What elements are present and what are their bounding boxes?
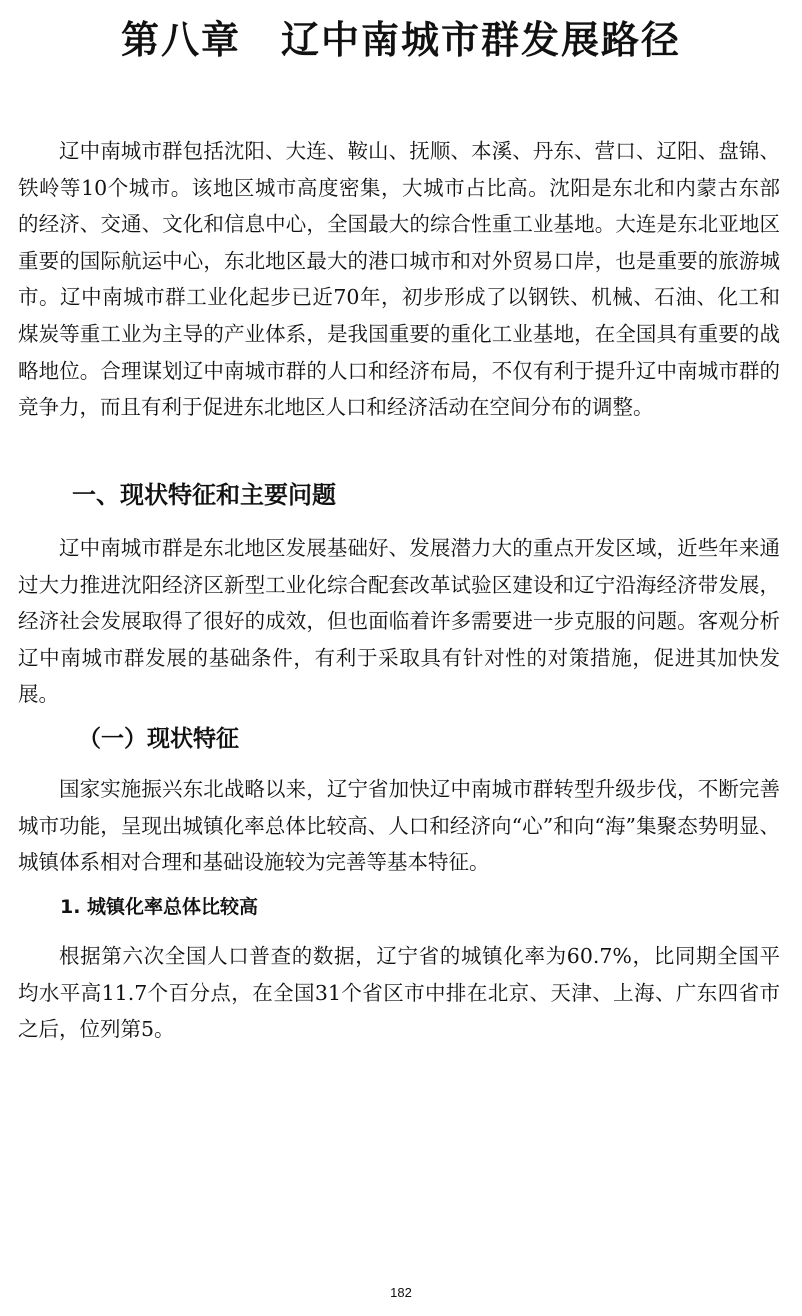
item-paragraph: 根据第六次全国人口普查的数据，辽宁省的城镇化率为60.7%，比同期全国平均水平高11.7个百分点，在全国31个省区市中排在北京、天津、上海、广东四省市之后，位列第5。 [18, 944, 780, 1042]
intro-paragraph: 辽中南城市群包括沈阳、大连、鞍山、抚顺、本溪、丹东、营口、辽阳、盘锦、铁岭等10个城市。该地区城市高度密集，大城市占比高。沈阳是东北和内蒙古东部的经济、交通、文化和信息中心，全国最大的综合性重工业基地。大连是东北亚地区重要的国际航运中心，东北地区最大的港口城市和对外贸易口岸，也是重要的旅游城市。辽中南城市群工业化起步已近70年，初步形成了以钢铁、机械、石油、化工和煤炭等重工业为主导的产业体系，是我国重要的重化工业基地，在全国具有重要的战略地位。合理谋划辽中南城市群的人口和经济布局，不仅有利于提升辽中南城市群的竞争力，而且有利于促进东北地区人口和经济活动在空间分布的调整。 [18, 139, 780, 420]
item-heading-urbanization-rate: 1. 城镇化率总体比较高 [60, 896, 259, 918]
section-paragraph: 辽中南城市群是东北地区发展基础好、发展潜力大的重点开发区域，近些年来通过大力推进沈阳经济区新型工业化综合配套改革试验区建设和辽宁沿海经济带发展，经济社会发展取得了很好的成效，但也面临着许多需要进一步克服的问题。客观分析辽中南城市群发展的基础条件，有利于采取具有针对性的对策措施，促进其加快发展。 [18, 536, 780, 707]
subsection-paragraph: 国家实施振兴东北战略以来，辽宁省加快辽中南城市群转型升级步伐，不断完善城市功能，呈现出城镇化率总体比较高、人口和经济向“心”和向“海”集聚态势明显、城镇体系相对合理和基础设施较为完善等基本特征。 [18, 777, 780, 875]
page-number: 182 [390, 1285, 412, 1300]
chapter-title: 第八章 辽中南城市群发展路径 [120, 18, 681, 62]
section-heading-status-and-problems: 一、现状特征和主要问题 [72, 481, 336, 509]
subsection-heading-current-features: （一）现状特征 [78, 726, 239, 752]
